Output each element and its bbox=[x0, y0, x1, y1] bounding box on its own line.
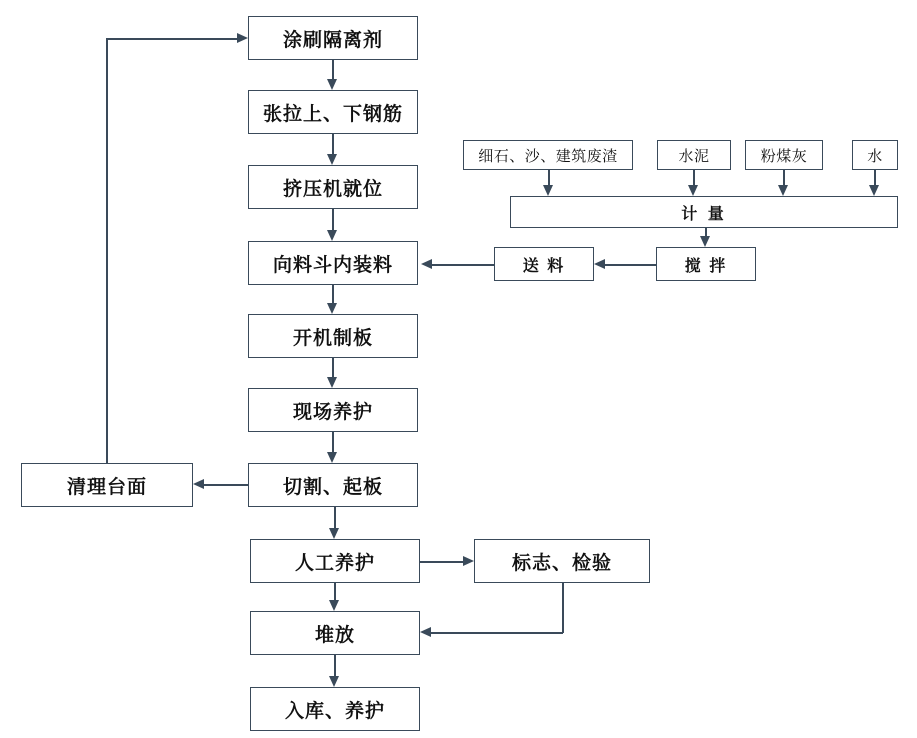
connector-cleantable-to-coat bbox=[106, 38, 237, 40]
node-mixing: 搅 拌 bbox=[656, 247, 756, 281]
arrowhead-sitecure-cutlift bbox=[327, 452, 337, 463]
connector-cleantable-up bbox=[106, 38, 108, 463]
arrowhead-markinspect-stack bbox=[420, 627, 431, 637]
connector-extruder-hopper bbox=[332, 209, 334, 230]
connector-manualcure-markinspect bbox=[420, 561, 463, 563]
node-cut-lift: 切割、起板 bbox=[248, 463, 418, 507]
connector-hopper-makeboard bbox=[332, 285, 334, 303]
arrowhead-manualcure-markinspect bbox=[463, 556, 474, 566]
arrowhead-cleantable-coat bbox=[237, 33, 248, 43]
node-site-cure: 现场养护 bbox=[248, 388, 418, 432]
node-extruder: 挤压机就位 bbox=[248, 165, 418, 209]
arrowhead-tension-extruder bbox=[327, 154, 337, 165]
node-aggregate: 细石、沙、建筑废渣 bbox=[463, 140, 633, 170]
connector-cement-metering bbox=[693, 170, 695, 185]
arrowhead-coat-tension bbox=[327, 79, 337, 90]
node-make-board: 开机制板 bbox=[248, 314, 418, 358]
node-store-cure: 入库、养护 bbox=[250, 687, 420, 731]
node-metering: 计 量 bbox=[510, 196, 898, 228]
connector-manualcure-stack bbox=[334, 583, 336, 600]
connector-mixing-feeding bbox=[605, 264, 656, 266]
node-fly-ash: 粉煤灰 bbox=[745, 140, 823, 170]
connector-aggregate-metering bbox=[548, 170, 550, 185]
arrowhead-mixing-feeding bbox=[594, 259, 605, 269]
arrowhead-makeboard-sitecure bbox=[327, 377, 337, 388]
node-tension: 张拉上、下钢筋 bbox=[248, 90, 418, 134]
node-mark-inspect: 标志、检验 bbox=[474, 539, 650, 583]
arrowhead-extruder-hopper bbox=[327, 230, 337, 241]
connector-cutlift-cleantable bbox=[204, 484, 248, 486]
connector-flyash-metering bbox=[783, 170, 785, 185]
arrowhead-water-metering bbox=[869, 185, 879, 196]
connector-stack-storecure bbox=[334, 655, 336, 676]
arrowhead-cement-metering bbox=[688, 185, 698, 196]
node-cement: 水泥 bbox=[657, 140, 731, 170]
arrowhead-stack-storecure bbox=[329, 676, 339, 687]
arrowhead-feeding-hopper bbox=[421, 259, 432, 269]
connector-feeding-hopper bbox=[432, 264, 494, 266]
node-stack: 堆放 bbox=[250, 611, 420, 655]
node-load-hopper: 向料斗内装料 bbox=[248, 241, 418, 285]
node-feeding: 送 料 bbox=[494, 247, 594, 281]
node-water: 水 bbox=[852, 140, 898, 170]
connector-sitecure-cutlift bbox=[332, 432, 334, 452]
connector-markinspect-to-stack bbox=[431, 632, 563, 634]
arrowhead-aggregate-metering bbox=[543, 185, 553, 196]
arrowhead-cutlift-cleantable bbox=[193, 479, 204, 489]
node-clean-table: 清理台面 bbox=[21, 463, 193, 507]
arrowhead-cutlift-manualcure bbox=[329, 528, 339, 539]
arrowhead-hopper-makeboard bbox=[327, 303, 337, 314]
connector-cutlift-manualcure bbox=[334, 507, 336, 528]
connector-water-metering bbox=[874, 170, 876, 185]
arrowhead-manualcure-stack bbox=[329, 600, 339, 611]
connector-markinspect-down bbox=[562, 583, 564, 633]
connector-makeboard-sitecure bbox=[332, 358, 334, 377]
arrowhead-metering-mixing bbox=[700, 236, 710, 247]
node-coat: 涂刷隔离剂 bbox=[248, 16, 418, 60]
connector-metering-mixing bbox=[705, 228, 707, 236]
arrowhead-flyash-metering bbox=[778, 185, 788, 196]
node-manual-cure: 人工养护 bbox=[250, 539, 420, 583]
connector-coat-tension bbox=[332, 60, 334, 79]
connector-tension-extruder bbox=[332, 134, 334, 154]
